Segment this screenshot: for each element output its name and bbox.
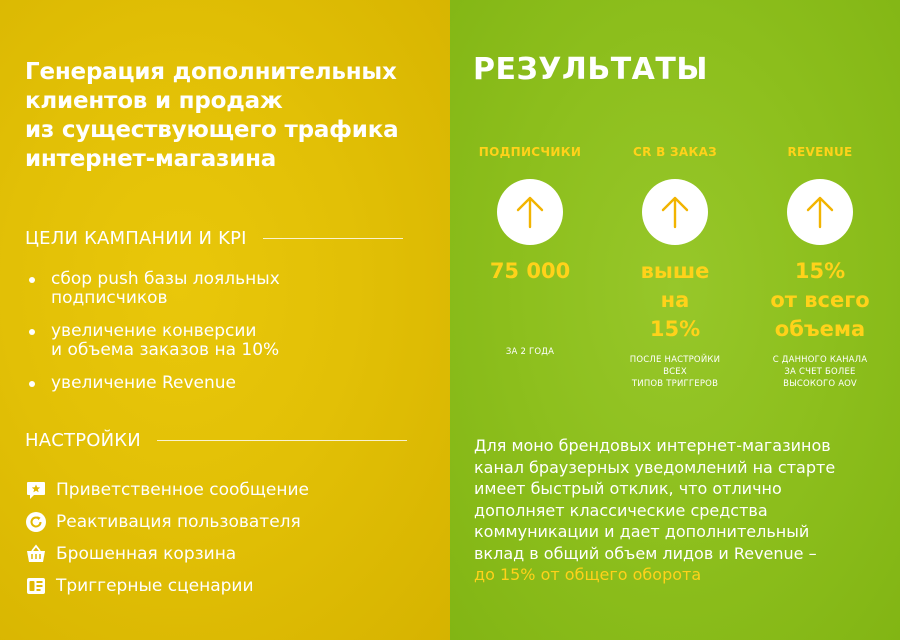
- summary-line: имеет быстрый отклик, что отлично: [474, 479, 782, 498]
- metric-value: [460, 257, 600, 286]
- headline-line: клиентов и продаж: [25, 88, 283, 114]
- metric-value-line: 75 000: [489, 259, 571, 283]
- metric-note-line: ТИПОВ ТРИГГЕРОВ: [631, 379, 719, 389]
- summary-text: [474, 435, 889, 586]
- goal-item: [25, 270, 325, 308]
- summary-highlight: до 15% от общего оборота: [474, 565, 702, 584]
- goal-item: [25, 322, 325, 360]
- metric-note-line: ЗА СЧЕТ БОЛЕЕ: [784, 367, 856, 377]
- goals-list: [25, 270, 325, 407]
- goals-heading: [25, 228, 403, 249]
- goals-heading-text: ЦЕЛИ КАМПАНИИ И KPI: [25, 228, 247, 249]
- arrow-up-icon: [497, 179, 563, 245]
- metric-value: [750, 257, 890, 344]
- metric-cr: [605, 145, 745, 390]
- page-headline: [25, 58, 435, 174]
- setting-item: [25, 538, 309, 570]
- goal-text: и объема заказов на 10%: [51, 340, 280, 360]
- summary-line: коммуникации и дает дополнительный: [474, 522, 810, 541]
- scenario-icon: [25, 575, 47, 597]
- metric-label: REVENUE: [787, 145, 853, 159]
- basket-icon: [25, 543, 47, 565]
- metric-value-line: от всего: [770, 288, 870, 312]
- message-star-icon: [25, 479, 47, 501]
- metric-note-line: ЗА 2 ГОДА: [505, 347, 555, 357]
- metric-note: [460, 346, 600, 358]
- setting-label: Реактивация пользователя: [56, 512, 301, 532]
- setting-label: Брошенная корзина: [56, 544, 237, 564]
- metric-value: [605, 257, 745, 344]
- metric-value-line: на: [660, 288, 690, 312]
- arrow-up-icon: [787, 179, 853, 245]
- setting-label: Триггерные сценарии: [56, 576, 254, 596]
- summary-line: канал браузерных уведомлений на старте: [474, 457, 836, 477]
- setting-label: Приветственное сообщение: [56, 480, 309, 500]
- goal-text: увеличение конверсии: [51, 321, 257, 341]
- bullet-icon: [29, 329, 35, 335]
- results-title: РЕЗУЛЬТАТЫ: [473, 52, 708, 87]
- headline-line: из существующего трафика: [25, 117, 399, 143]
- metric-value-line: выше: [640, 259, 710, 283]
- settings-heading-text: НАСТРОЙКИ: [25, 430, 141, 451]
- settings-list: [25, 474, 309, 602]
- headline-line: Генерация дополнительных: [25, 59, 397, 85]
- setting-item: [25, 506, 309, 538]
- metric-note: [605, 354, 745, 390]
- divider: [263, 238, 403, 239]
- metric-note: [750, 354, 890, 390]
- metric-note-line: ВЫСОКОГО AOV: [783, 379, 857, 389]
- bullet-icon: [29, 381, 35, 387]
- arrow-up-icon: [642, 179, 708, 245]
- divider: [157, 440, 407, 441]
- metric-revenue: [750, 145, 890, 390]
- summary-line: Для моно брендовых интернет-магазинов: [474, 436, 831, 455]
- setting-item: [25, 570, 309, 602]
- goal-text: увеличение Revenue: [51, 373, 237, 393]
- summary-line: дополняет классические средства: [474, 500, 768, 520]
- goal-text: сбор push базы лояльных: [51, 269, 280, 289]
- metric-subscribers: [460, 145, 600, 358]
- metric-note-line: С ДАННОГО КАНАЛА: [772, 355, 868, 365]
- goal-text: подписчиков: [51, 288, 168, 308]
- headline-line: интернет-магазина: [25, 146, 277, 172]
- metric-label: ПОДПИСЧИКИ: [478, 145, 582, 159]
- bullet-icon: [29, 277, 35, 283]
- metric-value-line: 15%: [649, 317, 701, 341]
- refresh-icon: [25, 511, 47, 533]
- metric-note-line: ПОСЛЕ НАСТРОЙКИ: [629, 355, 721, 365]
- metric-label: CR В ЗАКАЗ: [633, 145, 717, 159]
- goal-item: [25, 374, 325, 393]
- setting-item: [25, 474, 309, 506]
- summary-line: вклад в общий объем лидов и Revenue –: [474, 543, 817, 563]
- metric-value-line: 15%: [794, 259, 846, 283]
- metric-note-line: ВСЕХ: [663, 367, 687, 377]
- settings-heading: [25, 430, 407, 451]
- metric-value-line: объема: [774, 317, 866, 341]
